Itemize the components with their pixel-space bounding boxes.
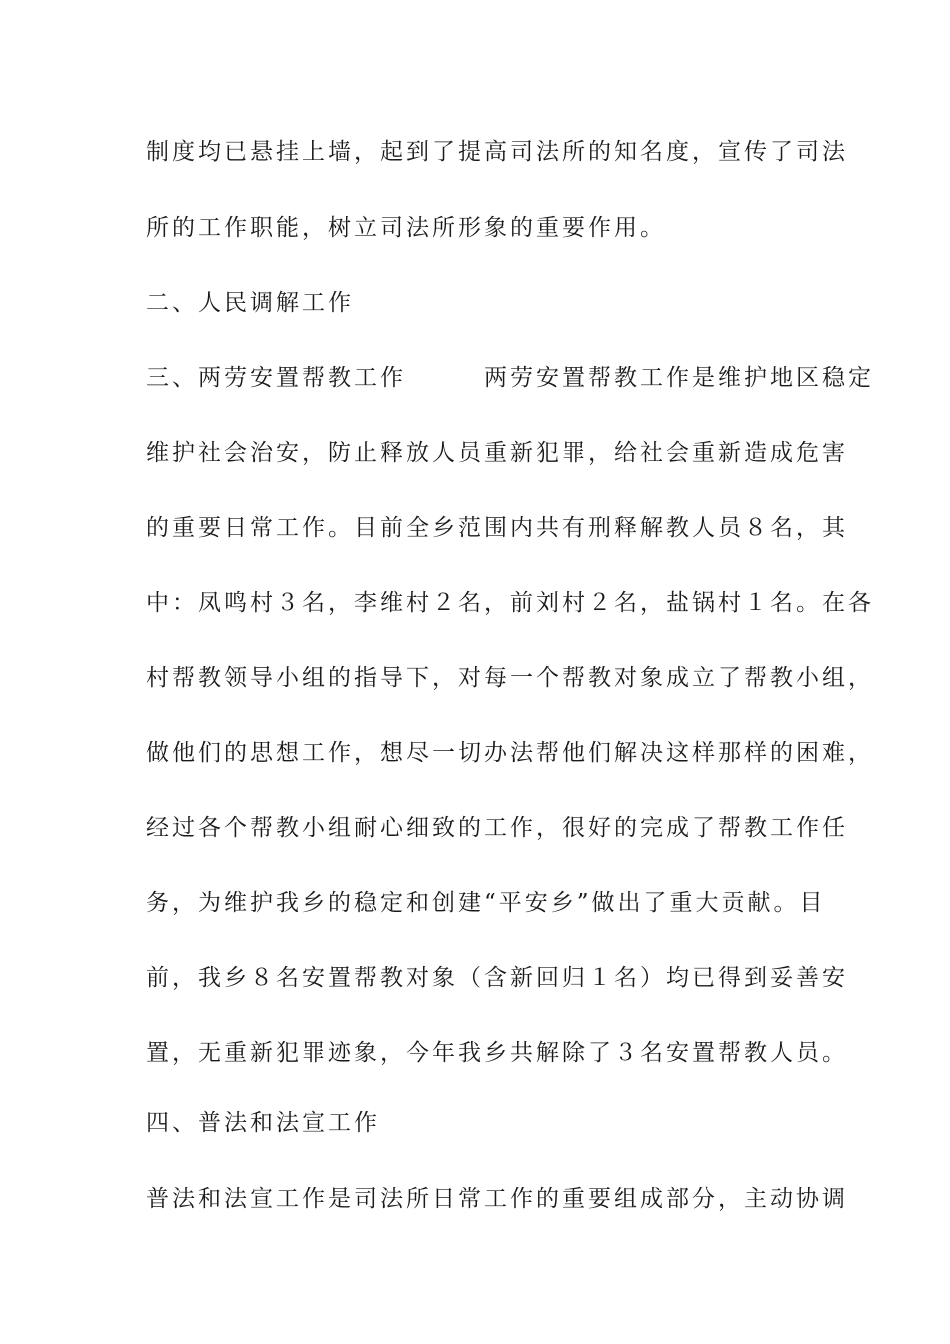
paragraph-line: 村帮教领导小组的指导下，对每一个帮教对象成立了帮教小组， [146, 665, 874, 691]
paragraph-line: 普法和法宣工作是司法所日常工作的重要组成部分，主动协调 [146, 1186, 848, 1212]
paragraph-line: 务，为维护我乡的稳定和创建“平安乡”做出了重大贡献。目 [146, 890, 826, 916]
paragraph-line: 维护社会治安，防止释放人员重新犯罪，给社会重新造成危害 [146, 440, 848, 466]
section-heading-legal-publicity: 四、普法和法宣工作 [146, 1110, 380, 1136]
paragraph-line: 制度均已悬挂上墙，起到了提高司法所的知名度，宣传了司法 [146, 139, 848, 165]
paragraph-line: 前，我乡８名安置帮教对象（含新回归１名）均已得到妥善安 [146, 965, 848, 991]
section-heading-people-mediation: 二、人民调解工作 [146, 290, 354, 316]
section-heading-resettlement: 三、两劳安置帮教工作 两劳安置帮教工作是维护地区稳定 [146, 365, 874, 391]
paragraph-line: 做他们的思想工作，想尽一切办法帮他们解决这样那样的困难， [146, 740, 874, 766]
paragraph-line: 中：凤鸣村３名，李维村２名，前刘村２名，盐锅村１名。在各 [146, 590, 874, 616]
paragraph-line: 经过各个帮教小组耐心细致的工作，很好的完成了帮教工作任 [146, 815, 848, 841]
paragraph-line: 所的工作职能，树立司法所形象的重要作用。 [146, 215, 666, 241]
paragraph-line: 的重要日常工作。目前全乡范围内共有刑释解教人员８名，其 [146, 515, 848, 541]
paragraph-line: 置，无重新犯罪迹象，今年我乡共解除了３名安置帮教人员。 [146, 1040, 848, 1066]
